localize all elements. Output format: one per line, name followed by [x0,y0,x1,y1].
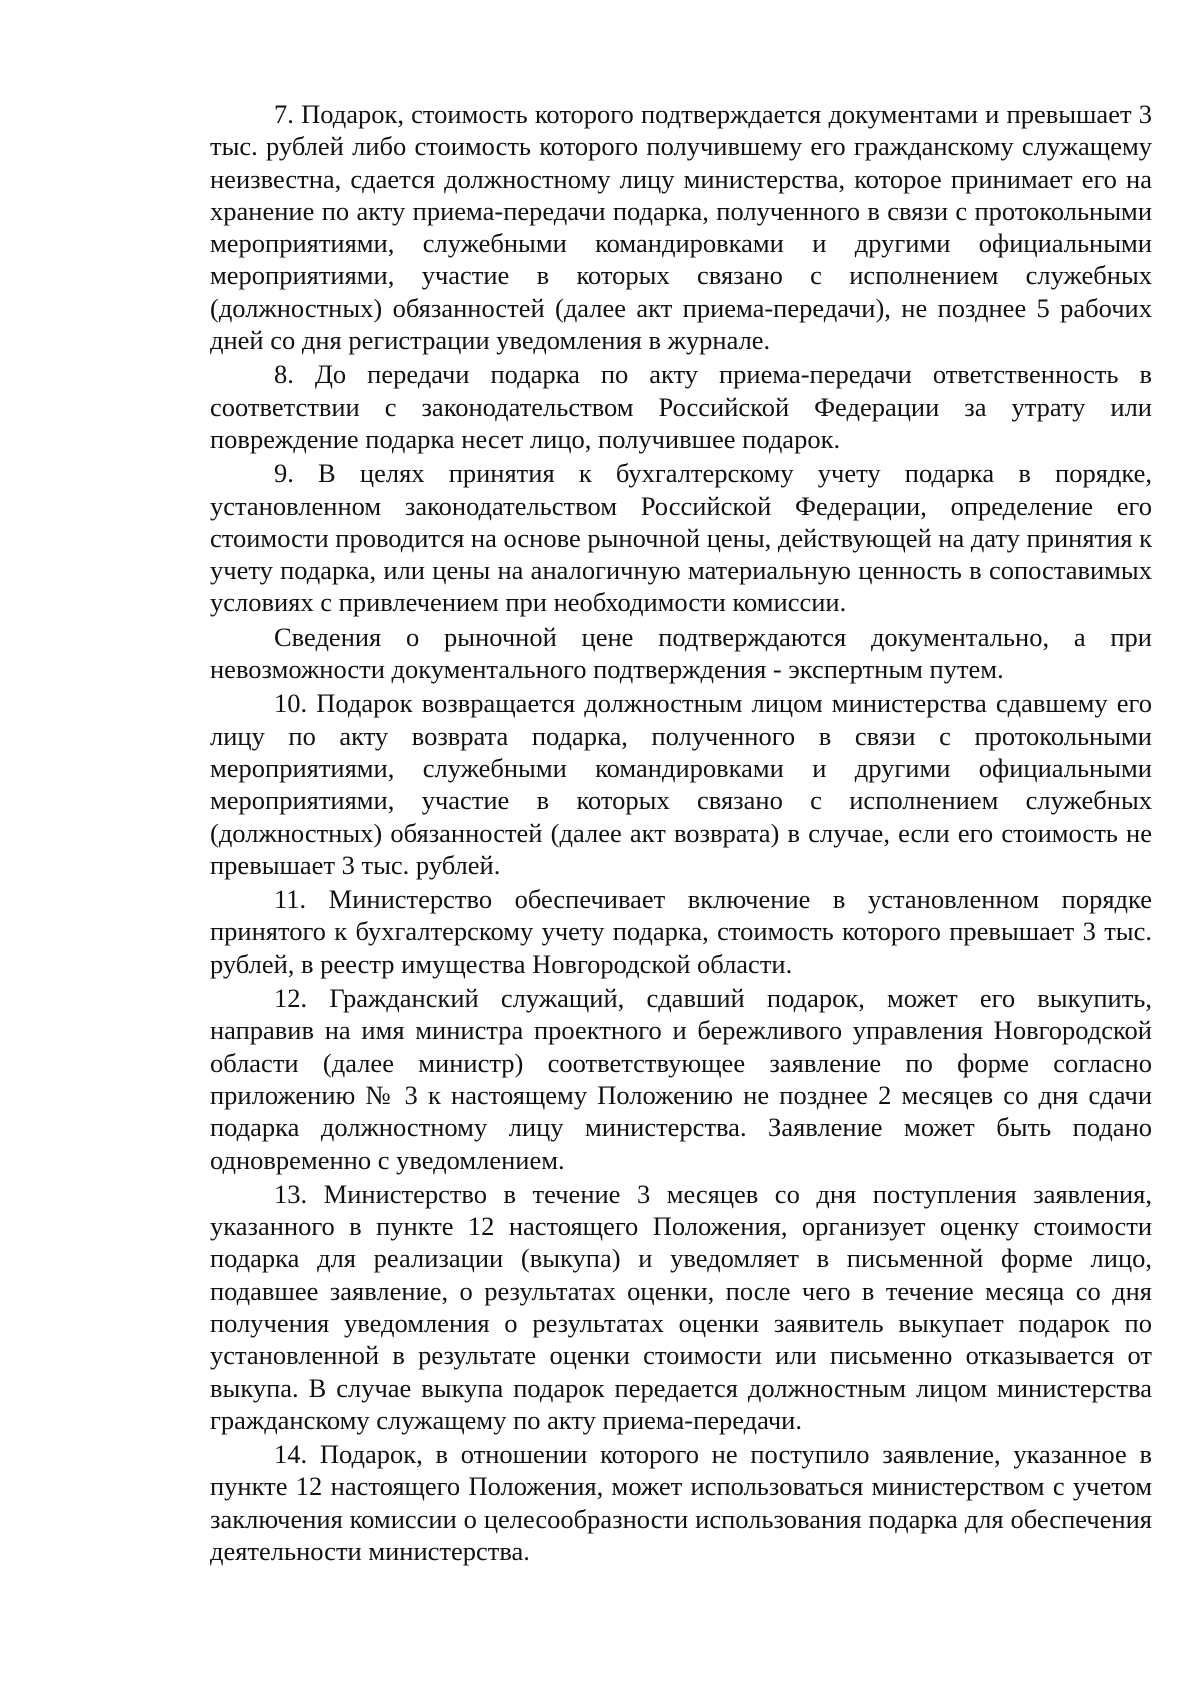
paragraph-14: 14. Подарок, в отношении которого не поступило заявление, указанное в пункте 12 настоящего Положения, может использоваться министерством с учетом заключения комиссии о целесообразности использования подарка для обеспечения деятельности министерства. [210,1439,1152,1567]
paragraph-11: 11. Министерство обеспечивает включение в установленном порядке принятого к бухгалтерскому учету подарка, стоимость которого превышает 3 тыс. рублей, в реестр имущества Новгородской области. [210,884,1152,979]
paragraph-12: 12. Гражданский служащий, сдавший подарок, может его выкупить, направив на имя министра проектного и бережливого управления Новгородской области (далее министр) соответствующее заявление по форме согласно приложению № 3 к настоящему Положению не позднее 2 месяцев со дня сдачи подарка должностному лицу министерства. Заявление может быть подано одновременно с уведомлением. [210,983,1152,1175]
paragraph-9: 9. В целях принятия к бухгалтерскому учету подарка в порядке, установленном законодательством Российской Федерации, определение его стоимости проводится на основе рыночной цены, действующей на дату принятия к учету подарка, или цены на аналогичную материальную ценность в сопоставимых условиях с привлечением при необходимости комиссии. [210,458,1152,618]
document-body [210,98,1152,1569]
paragraph-8: 8. До передачи подарка по акту приема-передачи ответственность в соответствии с законодательством Российской Федерации за утрату или повреждение подарка несет лицо, получившее подарок. [210,359,1152,454]
paragraph-market-price: Сведения о рыночной цене подтверждаются документально, а при невозможности документального подтверждения - экспертным путем. [210,621,1152,685]
paragraph-13: 13. Министерство в течение 3 месяцев со дня поступления заявления, указанного в пункте 12 настоящего Положения, организует оценку стоимости подарка для реализации (выкупа) и уведомляет в письменной форме лицо, подавшее заявление, о результатах оценки, после чего в течение месяца со дня получения уведомления о результатах оценки заявитель выкупает подарок по установленной в результате оценки стоимости или письменно отказывается от выкупа. В случае выкупа подарок передается должностным лицом министерства гражданскому служащему по акту приема-передачи. [210,1178,1152,1435]
paragraph-10: 10. Подарок возвращается должностным лицом министерства сдавшему его лицу по акту возврата подарка, полученного в связи с протокольными мероприятиями, служебными командировками и другими официальными мероприятиями, участие в которых связано с исполнением служебных (должностных) обязанностей (далее акт возврата) в случае, если его стоимость не превышает 3 тыс. рублей. [210,688,1152,880]
paragraph-7: 7. Подарок, стоимость которого подтверждается документами и превышает 3 тыс. рублей либо стоимость которого получившему его гражданскому служащему неизвестна, сдается должностному лицу министерства, которое принимает его на хранение по акту приема-передачи подарка, полученного в связи с протокольными мероприятиями, служебными командировками и другими официальными мероприятиями, участие в которых связано с исполнением служебных (должностных) обязанностей (далее акт приема-передачи), не позднее 5 рабочих дней со дня регистрации уведомления в журнале. [210,99,1152,356]
